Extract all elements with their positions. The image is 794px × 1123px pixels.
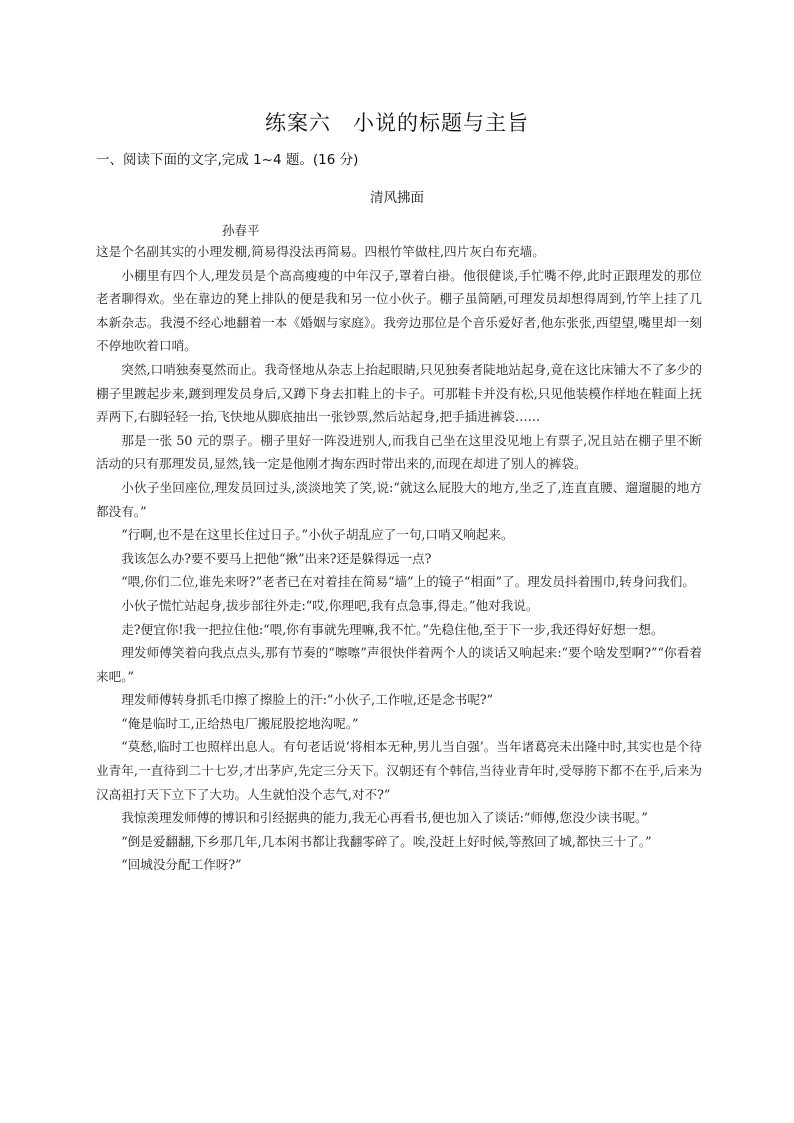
paragraph: “俺是临时工,正给热电厂搬屁股挖地沟呢。”: [121, 715, 359, 731]
paragraph: 小伙子坐回座位,理发员回过头,淡淡地笑了笑,说:“就这么屁股大的地方,坐乏了,连直直腰、遛遛腿的地方都没有。”: [96, 479, 702, 519]
paragraph: “回城没分配工作呀?”: [121, 857, 242, 873]
story-title: 清风拂面: [370, 190, 424, 206]
paragraph: “莫愁,临时工也照样出息人。有句老话说‘将相本无种,男儿当自强’。当年诸葛亮未出隆中时,其实也是个待业青年,一直待到二十七岁,才出茅庐,先定三分天下。汉朝还有个韩信,当待业青年时,受辱胯下都不在乎,后来为汉高祖打天下立下了大功。人生就怕没个志气,对不?”: [96, 739, 702, 802]
section-heading: 一、阅读下面的文字,完成 1~4 题。(16 分): [96, 152, 359, 168]
paragraph: 走?便宜你!我一把拉住他:“喂,你有事就先理嘛,我不忙。”先稳住他,至于下一步,我还得好好想一想。: [121, 621, 664, 637]
paragraph: “倒是爱翻翻,下乡那几年,几本闲书都让我翻零碎了。唉,没赶上好时候,等熬回了城,都快三十了。”: [121, 833, 652, 849]
paragraph: 这是个名副其实的小理发棚,简易得没法再简易。四根竹竿做柱,四片灰白布充墙。: [96, 244, 545, 259]
story-body: [96, 240, 702, 877]
paragraph: 突然,口哨独奏戛然而止。我奇怪地从杂志上抬起眼睛,只见独奏者陡地站起身,竟在这比床铺大不了多少的棚子里踱起步来,踱到理发员身后,又蹲下身去扣鞋上的卡子。可那鞋卡并没有松,只见他装模作样地在鞋面上抚弄两下,右脚轻轻一抬,飞快地从脚底抽出一张钞票,然后站起身,把手插进裤袋……: [96, 361, 702, 425]
paragraph: 小伙子慌忙站起身,拔步部往外走:“哎,你理吧,我有点急事,得走。”他对我说。: [121, 597, 539, 613]
page-title: 练案六 小说的标题与主旨: [265, 111, 529, 135]
author-name: 孙春平: [222, 223, 260, 238]
paragraph: 那是一张 50 元的票子。棚子里好一阵没进别人,而我自己坐在这里没见地上有票子,况且站在棚子里不断活动的只有那理发员,显然,钱一定是他刚才掏东西时带出来的,而现在却进了别人的裤袋。: [96, 432, 702, 472]
paragraph: 我该怎么办?要不要马上把他“揪”出来?还是躲得远一点?: [121, 550, 432, 566]
paragraph: “行啊,也不是在这里长住过日子。”小伙子胡乱应了一句,口哨又响起来。: [121, 527, 514, 543]
paragraph: 小棚里有四个人,理发员是个高高瘦瘦的中年汉子,罩着白褂。他很健谈,手忙嘴不停,此时正跟理发的那位老者聊得欢。坐在靠边的凳上排队的便是我和另一位小伙子。棚子虽简陋,可理发员却想得周到,竹竿上挂了几本新杂志。我漫不经心地翻着一本《婚姻与家庭》。我旁边那位是个音乐爱好者,他东张张,西望望,嘴里却一刻不停地吹着口哨。: [96, 267, 702, 354]
paragraph: 理发师傅转身抓毛巾擦了擦脸上的汗:“小伙子,工作啦,还是念书呢?”: [121, 692, 494, 708]
paragraph: 我惊羡理发师傅的博识和引经据典的能力,我无心再看书,便也加入了谈话:“师傅,您没少读书呢。”: [121, 810, 648, 826]
paragraph: “喂,你们二位,谁先来呀?”老者已在对着挂在简易“墙”上的镜子“相面”了。理发员抖着围巾,转身问我们。: [121, 574, 695, 590]
paragraph: 理发师傅笑着向我点点头,那有节奏的“嚓嚓”声很快伴着两个人的谈话又响起来:“要个啥发型啊?”“你看着来吧。”: [96, 645, 702, 684]
